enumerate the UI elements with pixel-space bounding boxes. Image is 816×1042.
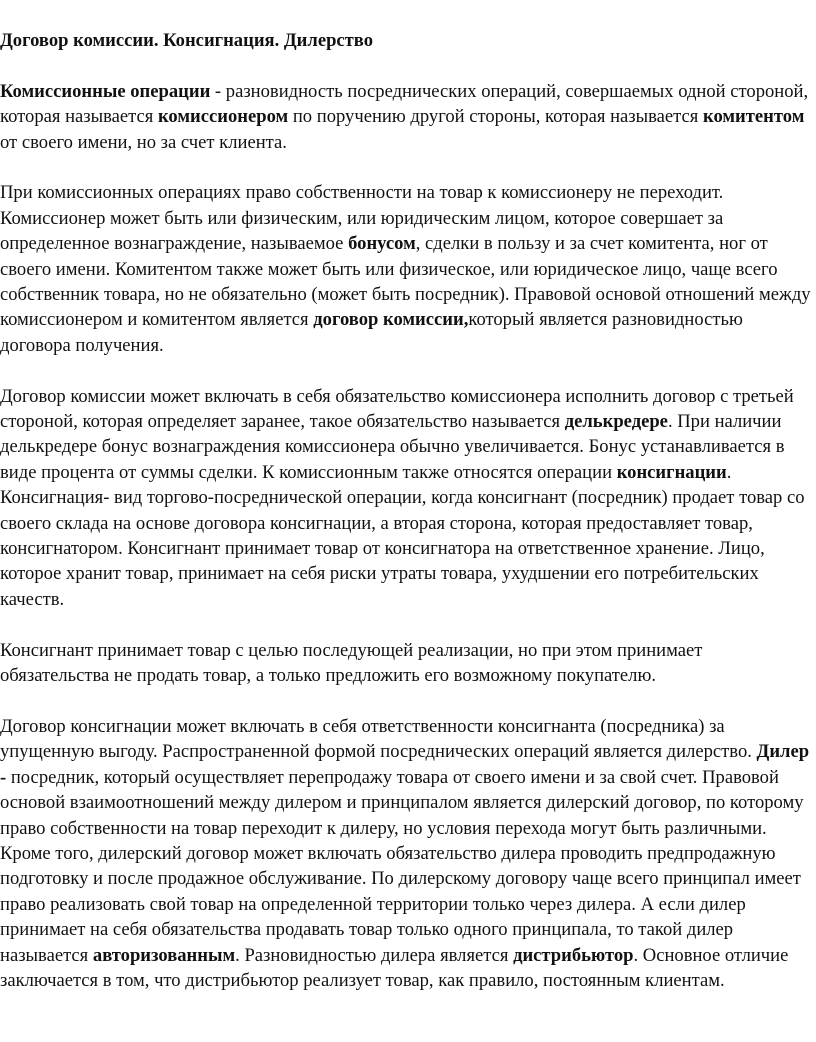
paragraph-text: . Консигнация- вид торгово-посреднической операции, когда консигнант (посредник) продает товар со своего склада на основе договора консигнации, а вторая сторона, которая предоставляет товар, консигнатором. Консигнант принимает товар от консигнатора на ответственное хранение. Лицо, которое хранит товар, принимает на себя риски утраты товара, ухудшении его потребительских качеств.: [0, 461, 805, 610]
term-commission-operations: Комиссионные операции: [0, 80, 211, 102]
term-del-credere: делькредере: [564, 411, 668, 433]
paragraph-text: - разновидность посреднических операций, совершаемых одной стороной, которая называется: [0, 80, 809, 128]
term-distributor: дистрибьютор: [513, 944, 634, 966]
paragraph-del-credere: [0, 384, 812, 613]
document-page: [0, 28, 812, 993]
paragraph-text: . Разновидностью дилера является: [235, 944, 514, 966]
term-commission-contract: договор комиссии,: [313, 309, 469, 331]
paragraph-text: Договор консигнации может включать в себя ответственности консигнанта (посредника) за упущенную выгоду. Распространенной формой посреднических операций является дилерство.: [0, 715, 757, 763]
term-committent: комитентом: [702, 106, 805, 128]
term-authorized: авторизованным: [92, 944, 236, 966]
term-commissioner: комиссионером: [157, 106, 289, 128]
paragraph-text: который является разновидностью договора получения.: [0, 309, 743, 356]
paragraph-text: Договор комиссии может включать в себя обязательство комиссионера исполнить договор с третьей стороной, которая определяет заранее, такое обязательство называется: [0, 385, 794, 433]
paragraph-ownership: [0, 180, 812, 358]
paragraph-text: Консигнант принимает товар с целью последующей реализации, но при этом принимает обязательства не продать товар, а только предложить его возможному покупателю.: [0, 639, 703, 687]
paragraph-dealership: [0, 714, 812, 993]
paragraph-text: . Основное отличие заключается в том, что дистрибьютор реализует товар, как правило, постоянным клиентам.: [0, 944, 789, 991]
paragraph-text: . При наличии делькредере бонус вознаграждения комиссионера обычно увеличивается. Бонус устанавливается в виде процента от суммы сделки. К комиссионным также относятся операции: [0, 411, 785, 483]
paragraph-commission-operations: [0, 79, 812, 155]
paragraph-text: по поручению другой стороны, которая называется: [288, 106, 703, 128]
paragraph-text: от своего имени, но за счет клиента.: [0, 131, 287, 153]
term-dealer: Дилер -: [0, 741, 810, 788]
term-consignment: консигнации: [616, 461, 727, 483]
paragraph-consignee: [0, 638, 812, 689]
paragraph-text: При комиссионных операциях право собственности на товар к комиссионеру не переходит. Комиссионер может быть или физическим, или юридическим лицом, которое совершает за определенное вознаграждение, называемое: [0, 182, 724, 255]
paragraph-text: посредник, который осуществляет перепродажу товара от своего имени и за свой счет. Правовой основой взаимоотношений между дилером и принципалом является дилерский договор, по которому право собственности на товар переходит к дилеру, но условия перехода могут быть различными. Кроме того, дилерский договор может включать обязательство дилера проводить предпродажную подготовку и после продажное обслуживание. По дилерскому договору чаще всего принципал имеет право реализовать свой товар на определенной территории только через дилера. А если дилер принимает на себя обязательства продавать товар только одного принципала, то такой дилер называется: [0, 766, 804, 966]
term-bonus: бонусом: [348, 233, 416, 255]
document-title: Договор комиссии. Консигнация. Дилерство: [0, 30, 374, 51]
paragraph-text: , сделки в пользу и за счет комитента, ног от своего имени. Комитентом также может быть или физическое, или юридическое лицо, чаще всего собственник товара, но не обязательно (может быть посредник). Правовой основой отношений между комиссионером и комитентом является: [0, 233, 811, 331]
